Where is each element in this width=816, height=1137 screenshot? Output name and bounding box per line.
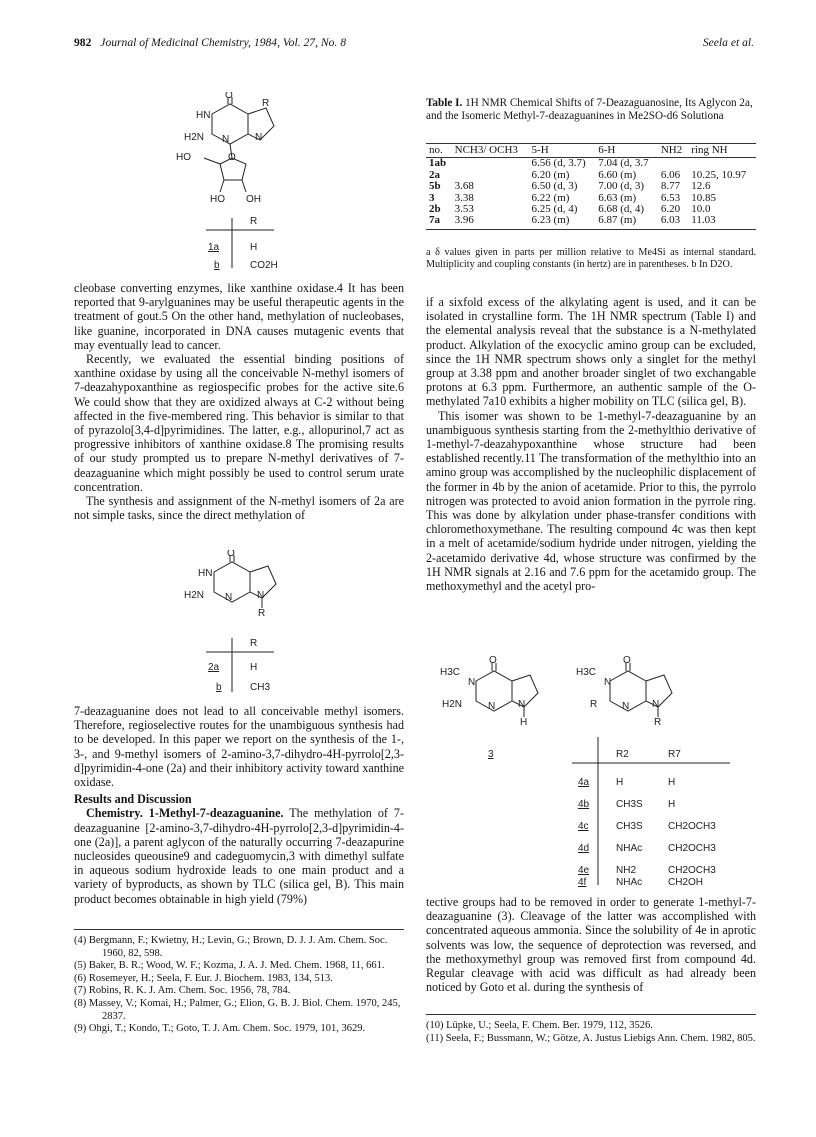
svg-text:NH2: NH2 (616, 865, 637, 876)
struct2-row-2b-value: CH3 (250, 682, 271, 693)
table-caption (426, 97, 756, 123)
table-row: 3 3.38 6.22 (m) 6.63 (m) 6.53 10.85 (429, 191, 716, 204)
footnote-9: (9) Ohgi, T.; Kondo, T.; Goto, T. J. Am. Chem. Soc. 1979, 101, 3629. (74, 1023, 366, 1035)
struct4-atom-r2: R (590, 699, 598, 710)
struct2-atom-h2n: H2N (184, 590, 205, 601)
struct2-atom-r: R (258, 608, 266, 619)
struct3-atom-h: H (520, 717, 528, 728)
footnotes-left (74, 935, 404, 1036)
col-header-r2: R2 (616, 749, 629, 760)
svg-text:4a: 4a (578, 777, 590, 788)
struct3-atom-h2n: H2N (442, 699, 463, 710)
struct3-atom-h3c: H3C (440, 667, 461, 678)
footnote-5: (5) Baker, B. R.; Wood, W. F.; Kozma, J. A. J. Med. Chem. 1968, 11, 661. (74, 960, 385, 972)
svg-text:4e: 4e (578, 865, 590, 876)
svg-text:CH2OCH3: CH2OCH3 (668, 821, 716, 832)
svg-text:CH3S: CH3S (616, 821, 643, 832)
running-author: Seela et al. (702, 36, 754, 49)
structure-3-4 (430, 647, 756, 887)
table-caption-text: 1H NMR Chemical Shifts of 7-Deazaguanosine, Its Aglycon 2a, and the Isomeric Methyl-7-deazaguanines in Me2SO-d6 Solutiona (426, 97, 753, 122)
struct2-row-2b-label: b (216, 682, 222, 693)
footnote-7: (7) Robins, R. K. J. Am. Chem. Soc. 1956, 78, 784. (74, 985, 291, 997)
footnote-6: (6) Rosemeyer, H.; Seela, F. Eur. J. Biochem. 1983, 134, 513. (74, 972, 333, 984)
struct2-atom-n2: N (257, 590, 265, 601)
struct3-atom-n2: N (488, 701, 496, 712)
svg-text:4c: 4c (578, 821, 589, 832)
struct1-row-1a-label: 1a (208, 242, 220, 253)
col1-paragraph-5: The methylation of 7-deazaguanine [2-amino-3,7-dihydro-4H-pyrrolo[2,3-d]pyrimidin-4-one (2a)], a parent aglycon of the naturally occurring 7-deazapurine nucleosides queousine9 and cadeguomycin,3 with dimethyl sulfate in aqueous sodium hydroxide leads to one main product and a variety of byproducts, as shown by TLC (silica gel, B). This main product becomes obtainable in high yield (79%) (74, 806, 404, 906)
svg-text:CH2OCH3: CH2OCH3 (668, 865, 716, 876)
struct1-row-1b-value: CO2H (250, 260, 278, 271)
struct1-row-1a-value: H (250, 242, 258, 253)
column-right-continued (426, 895, 756, 994)
svg-text:H: H (616, 777, 624, 788)
footnote-rule-left (74, 929, 404, 930)
struct1-row-1b-label: b (214, 260, 220, 271)
struct3-atom-n1: N (468, 677, 476, 688)
struct1-atom-ho2: HO (210, 194, 225, 205)
struct4-atom-n3: N (652, 699, 660, 710)
struct2-atom-n1: N (225, 592, 233, 603)
col1-paragraph-4: 7-deazaguanine does not lead to all conceivable methyl isomers. Therefore, regioselective routes for the unambiguous synthesis had to be developed. In this paper we report on the synthesis of the 1-, 3-, and 9-methyl isomers of 2-amino-3,7-dihydro-4H-pyrrolo[2,3-d]pyrimidin-4-one (2a) and their inhibitory activity toward xanthine oxidase. (74, 704, 404, 790)
footnote-11: (11) Seela, F.; Bussmann, W.; Götze, A. Justus Liebigs Ann. Chem. 1982, 805. (426, 1032, 756, 1044)
table-row: 2b 3.53 6.25 (d, 4) 6.68 (d, 4) 6.20 10.0 (429, 203, 711, 216)
struct4-atom-n1: N (604, 677, 612, 688)
structure-2 (170, 550, 310, 695)
struct3-label: 3 (488, 749, 494, 760)
struct1-atom-r: R (262, 98, 270, 109)
struct1-atom-o: O (225, 92, 233, 101)
th-6h: 6-H (595, 144, 658, 158)
footnote-rule-right (426, 1014, 756, 1015)
struct1-atom-ho: HO (176, 152, 191, 163)
svg-text:4d: 4d (578, 843, 590, 854)
structure-1 (170, 92, 310, 277)
svg-text:4b: 4b (578, 799, 590, 810)
svg-text:NHAc: NHAc (616, 877, 643, 887)
table-footnote: a δ values given in parts per million relative to Me4Si as internal standard. Multiplicity and coupling constants (in hertz) are in parentheses. b In D2O. (426, 247, 756, 270)
nmr-table (426, 143, 756, 230)
journal-citation: Journal of Medicinal Chemistry, 1984, Vol. 27, No. 8 (100, 36, 347, 49)
column-left (74, 281, 404, 522)
struct1-atom-n2: N (255, 132, 263, 143)
struct1-atom-oh: OH (246, 194, 261, 205)
table-row: 5b 3.68 6.50 (d, 3) 7.00 (d, 3) 8.77 12.6 (429, 180, 711, 193)
col2-paragraph-3: tective groups had to be removed in order to generate 1-methyl-7-deazaguanine (3). Cleavage of the latter was accomplished with concentrated aqueous ammonia. Since the solubility of 4e in aprotic solvents was low, the sequence of deprotection was reversed, and the methoxymethyl group was removed first from compound 4d. Regular cleavage with acid was difficult as had already been noticed by Goto et al. during the synthesis of (426, 895, 756, 995)
col1-paragraph-3: The synthesis and assignment of the N-methyl isomers of 2a are not simple tasks, since the direct methylation of (74, 494, 404, 523)
column-right (426, 295, 756, 593)
col-header-r7: R7 (668, 749, 681, 760)
svg-text:H: H (668, 799, 676, 810)
struct2-header-r: R (250, 638, 258, 649)
footnotes-right (426, 1020, 756, 1045)
struct4-atom-r7: R (654, 717, 662, 728)
struct1-atom-h2n: H2N (184, 132, 205, 143)
subsection-heading: Chemistry. 1-Methyl-7-deazaguanine. (86, 806, 284, 821)
svg-text:CH3S: CH3S (616, 799, 643, 810)
running-header (74, 36, 346, 49)
svg-text:CH2OCH3: CH2OCH3 (668, 843, 716, 854)
col2-paragraph-2: This isomer was shown to be 1-methyl-7-deazaguanine by an unambiguous synthesis starting from the 2-methylthio derivative of 1-methyl-7-deazahypoxanthine whose structure had been established recently.11 The transformation of the methylthio into an amino group was accomplished by the nucleophilic displacement of the former in 4b by the anion of acetamide. Prior to this, the pyrrolo nitrogen was protected to avoid anion formation in the pyrrole ring. This was done by alkylation under phase-transfer conditions with chloromethoxymethane. The resulting compound 4c was then kept in a melt of acetamide/sodium hydride under nitrogen, yielding the 2-acetamido derivative 4d, whose structure was confirmed by the 1H NMR signals at 2.16 and 7.6 ppm for the acetamido group. The methoxymethyl and the acetyl pro- (426, 408, 756, 594)
section-heading: Results and Discussion (74, 792, 192, 807)
struct3-atom-o: O (489, 655, 497, 666)
col1-paragraph-2: Recently, we evaluated the essential binding positions of xanthine oxidase by using all the conceivable N-methyl isomers of 7-deazahypoxanthine as regiospecific probes for the active site.6 We could show that they are oxidized always at C-2 without being affected in the five-membered ring. This behavior is similar to that of pyrazolo[3,4-d]pyrimidines. The latter, e.g., allopurinol,7 act as progressive inhibitors of xanthine oxidase.8 The promising results of our study prompted us to prepare N-methyl derivatives of 7-deazaguanine which might possibly be used to control serum urate concentration. (74, 352, 404, 494)
column-left-continued (74, 704, 404, 906)
th-no: no. (426, 144, 452, 158)
footnote-8: (8) Massey, V.; Komai, H.; Palmer, G.; Elion, G. B. J. Biol. Chem. 1970, 245, 2837. (74, 997, 401, 1022)
col2-paragraph-1: if a sixfold excess of the alkylating agent is used, and it can be isolated in crystalline form. The 1H NMR spectrum (Table I) and the elemental analysis reveal that the substance is a N-methylated product. Alkylation of the exocyclic amino group can be excluded, since the 1H NMR spectrum shows only a singlet for the methyl group at 3.38 ppm and another broader singlet of two exchangable protons at 6.3 ppm. Furthermore, an authentic sample of the O-methylated 7a10 exhibits a higher mobility on TLC (silica gel, B). (426, 295, 756, 409)
struct2-atom-hn: HN (198, 568, 213, 579)
table-row: 2a 6.20 (m) 6.60 (m) 6.06 10.25, 10.97 (429, 168, 747, 181)
footnote-10: (10) Lüpke, U.; Seela, F. Chem. Ber. 1979, 112, 3526. (426, 1020, 653, 1031)
struct3-atom-n3: N (518, 699, 526, 710)
struct2-row-2a-label: 2a (208, 662, 220, 673)
struct2-row-2a-value: H (250, 662, 258, 673)
struct1-header-r: R (250, 216, 258, 227)
struct4-atom-h3c: H3C (576, 667, 597, 678)
col1-paragraph-1: cleobase converting enzymes, like xanthine oxidase.4 It has been reported that 9-arylguanines may be useful therapeutic agents in the treatment of gout.5 On the other hand, methylation of nucleobases, like guanine, incorporated in DNA causes mutagenic events that may eventually lead to cancer. (74, 281, 404, 352)
struct4-atom-n2: N (622, 701, 630, 712)
svg-text:H: H (668, 777, 676, 788)
footnote-4: (4) Bergmann, F.; Kwietny, H.; Levin, G.; Brown, D. J. J. Am. Chem. Soc. 1960, 82, 598. (74, 935, 388, 959)
svg-text:NHAc: NHAc (616, 843, 643, 854)
table-row: 1ab 6.56 (d, 3.7) 7.04 (d, 3.7 (429, 157, 649, 170)
struct2-atom-o: O (227, 550, 235, 559)
table-row: 7a 3.96 6.23 (m) 6.87 (m) 6.03 11.03 (426, 215, 756, 229)
struct1-atom-hn: HN (196, 110, 211, 121)
struct4-atom-o: O (623, 655, 631, 666)
th-ringnh: ring NH (688, 144, 756, 158)
page-number: 982 (74, 36, 92, 49)
struct1-atom-n1: N (222, 134, 230, 145)
th-nh2: NH2 (658, 144, 688, 158)
svg-text:4f: 4f (578, 877, 587, 887)
svg-text:CH2OH: CH2OH (668, 877, 704, 887)
th-5h: 5-H (529, 144, 596, 158)
th-nch3: NCH3/ OCH3 (452, 144, 529, 158)
table-caption-label: Table I. (426, 97, 463, 109)
struct1-atom-o-ring: O (228, 152, 236, 163)
